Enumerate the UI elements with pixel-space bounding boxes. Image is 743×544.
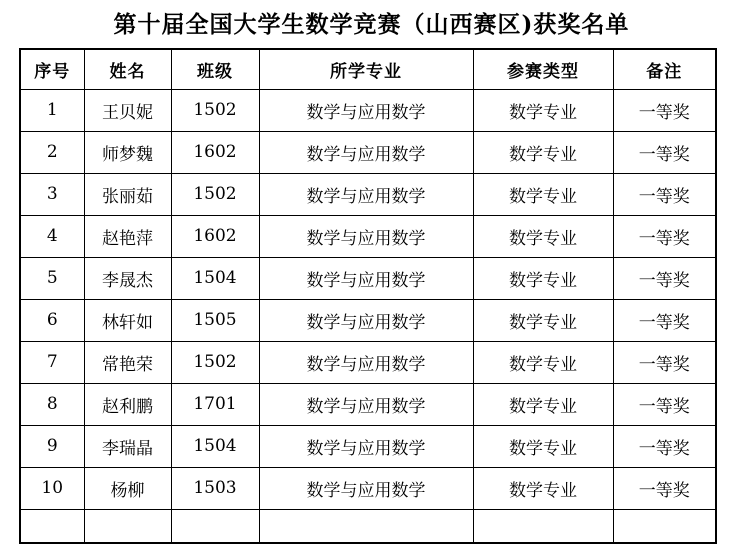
cell-remark: 一等奖 — [613, 383, 716, 425]
cell-remark: 一等奖 — [613, 215, 716, 257]
column-header-remark: 备注 — [613, 49, 716, 89]
cell-remark: 一等奖 — [613, 257, 716, 299]
cell-name: 师梦魏 — [84, 131, 171, 173]
cell-type: 数学专业 — [473, 425, 613, 467]
cell-name: 李瑞晶 — [84, 425, 171, 467]
cell-index: 5 — [20, 257, 84, 299]
page-title: 第十届全国大学生数学竞赛（山西赛区)获奖名单 — [113, 11, 630, 38]
column-header-type: 参赛类型 — [473, 49, 613, 89]
cell-name: 常艳荣 — [84, 341, 171, 383]
cell-index: 4 — [20, 215, 84, 257]
cell-index: 8 — [20, 383, 84, 425]
cell-remark: 一等奖 — [613, 341, 716, 383]
cell-major: 数学与应用数学 — [259, 131, 473, 173]
cell-index: 1 — [20, 89, 84, 131]
cell-index: 3 — [20, 173, 84, 215]
cell-type: 数学专业 — [473, 131, 613, 173]
cell-empty — [613, 509, 716, 543]
cell-type: 数学专业 — [473, 257, 613, 299]
cell-index: 2 — [20, 131, 84, 173]
table-row — [20, 341, 716, 383]
column-header-class: 班级 — [171, 49, 259, 89]
table-row — [20, 173, 716, 215]
cell-name: 杨柳 — [84, 467, 171, 509]
table-row — [20, 299, 716, 341]
cell-major: 数学与应用数学 — [259, 89, 473, 131]
cell-name: 赵利鹏 — [84, 383, 171, 425]
cell-class: 1502 — [171, 341, 259, 383]
cell-class: 1602 — [171, 215, 259, 257]
cell-class: 1602 — [171, 131, 259, 173]
cell-major: 数学与应用数学 — [259, 173, 473, 215]
cell-class: 1504 — [171, 425, 259, 467]
table-row — [20, 425, 716, 467]
cell-name: 张丽茹 — [84, 173, 171, 215]
column-header-index: 序号 — [20, 49, 84, 89]
cell-type: 数学专业 — [473, 467, 613, 509]
cell-major: 数学与应用数学 — [259, 425, 473, 467]
table-row — [20, 215, 716, 257]
table-body — [20, 89, 716, 543]
cell-class: 1504 — [171, 257, 259, 299]
table-row — [20, 89, 716, 131]
column-header-major: 所学专业 — [259, 49, 473, 89]
cell-remark: 一等奖 — [613, 89, 716, 131]
cell-name: 李晟杰 — [84, 257, 171, 299]
cell-type: 数学专业 — [473, 89, 613, 131]
cell-type: 数学专业 — [473, 341, 613, 383]
table-row — [20, 257, 716, 299]
cell-name: 林轩如 — [84, 299, 171, 341]
cell-major: 数学与应用数学 — [259, 383, 473, 425]
cell-index: 9 — [20, 425, 84, 467]
table-row — [20, 467, 716, 509]
column-header-name: 姓名 — [84, 49, 171, 89]
cell-empty — [84, 509, 171, 543]
cell-remark: 一等奖 — [613, 425, 716, 467]
cell-index: 7 — [20, 341, 84, 383]
cell-empty — [473, 509, 613, 543]
cell-index: 10 — [20, 467, 84, 509]
cell-type: 数学专业 — [473, 215, 613, 257]
cell-class: 1701 — [171, 383, 259, 425]
cell-type: 数学专业 — [473, 299, 613, 341]
cell-class: 1505 — [171, 299, 259, 341]
cell-empty — [259, 509, 473, 543]
cell-remark: 一等奖 — [613, 173, 716, 215]
cell-type: 数学专业 — [473, 173, 613, 215]
table-row-partial — [20, 509, 716, 543]
table-row — [20, 383, 716, 425]
cell-remark: 一等奖 — [613, 467, 716, 509]
cell-major: 数学与应用数学 — [259, 467, 473, 509]
award-table — [19, 48, 717, 544]
cell-remark: 一等奖 — [613, 131, 716, 173]
cell-name: 王贝妮 — [84, 89, 171, 131]
cell-class: 1502 — [171, 173, 259, 215]
cell-empty — [20, 509, 84, 543]
cell-major: 数学与应用数学 — [259, 257, 473, 299]
cell-name: 赵艳萍 — [84, 215, 171, 257]
cell-type: 数学专业 — [473, 383, 613, 425]
cell-index: 6 — [20, 299, 84, 341]
table-row — [20, 131, 716, 173]
cell-major: 数学与应用数学 — [259, 215, 473, 257]
cell-empty — [171, 509, 259, 543]
table-header-row — [20, 49, 716, 89]
cell-major: 数学与应用数学 — [259, 299, 473, 341]
cell-remark: 一等奖 — [613, 299, 716, 341]
cell-class: 1502 — [171, 89, 259, 131]
cell-class: 1503 — [171, 467, 259, 509]
cell-major: 数学与应用数学 — [259, 341, 473, 383]
